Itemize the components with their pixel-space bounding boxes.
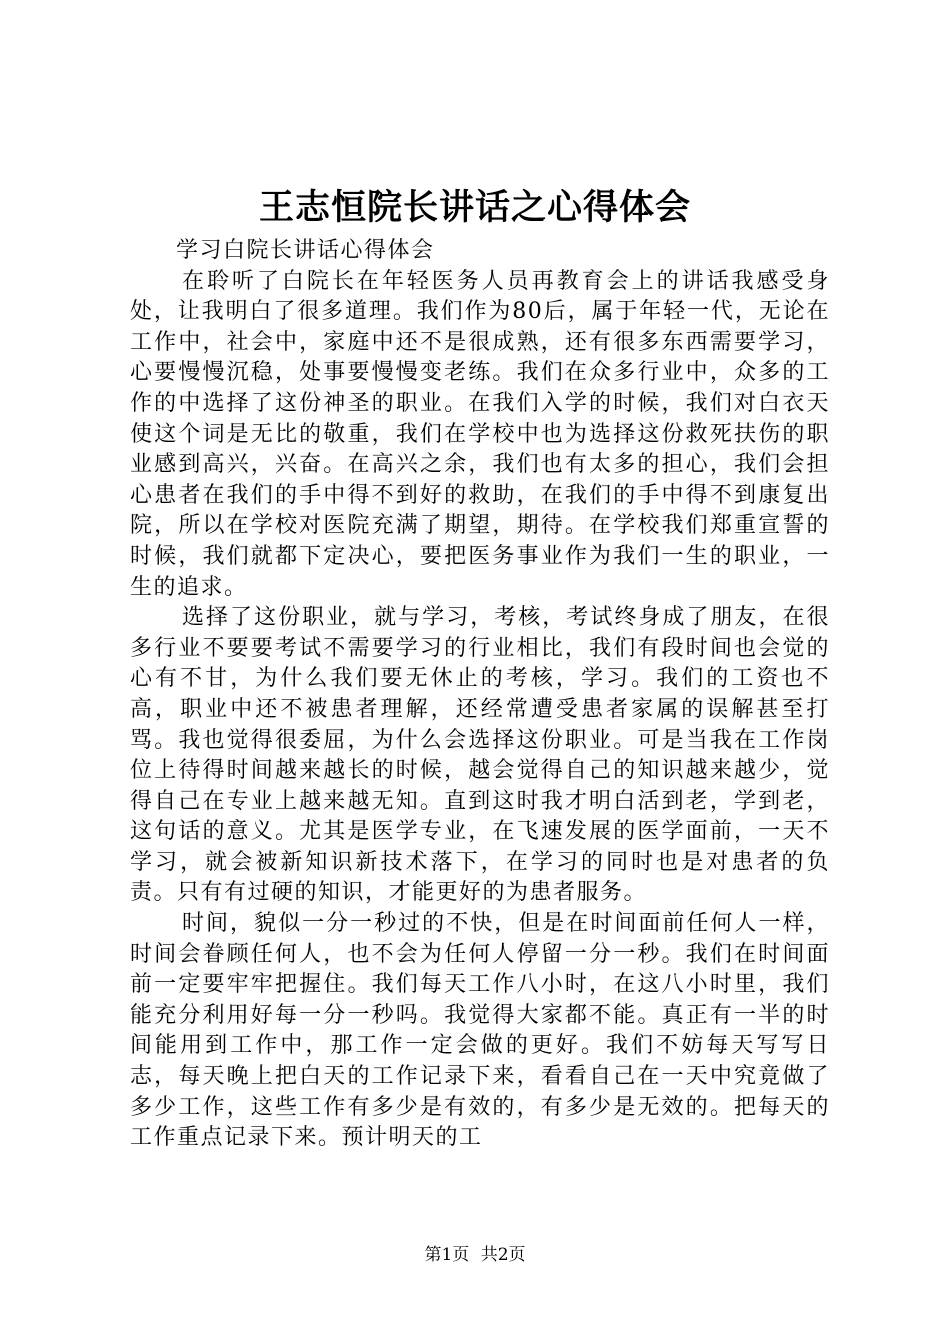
document-subtitle: 学习白院长讲话心得体会: [176, 238, 435, 263]
paragraph-2: 选择了这份职业，就与学习，考核，考试终身成了朋友，在很多行业不要要考试不需要学习的行业相比，我们有段时间也会觉的心有不甘，为什么我们要无休止的考核，学习。我们的工资也不高，职业中还不被患者理解，还经常遭受患者家属的误解甚至打骂。我也觉得很委屈，为什么会选择这份职业。可是当我在工作岗位上待得时间越来越长的时候，越会觉得自己的知识越来越少，觉得自己在专业上越来越无知。直到这时我才明白活到老，学到老，这句话的意义。尤其是医学专业，在飞速发展的医学面前，一天不学习，就会被新知识新技术落下，在学习的同时也是对患者的负责。只有有过硬的知识，才能更好的为患者服务。: [130, 605, 830, 906]
paragraph-3: 时间，貌似一分一秒过的不快，但是在时间面前任何人一样，时间会眷顾任何人，也不会为任何人停留一分一秒。我们在时间面前一定要牢牢把握住。我们每天工作八小时，在这八小时里，我们能充分利用好每一分一秒吗。我觉得大家都不能。真正有一半的时间能用到工作中，那工作一定会做的更好。我们不妨每天写写日志，每天晚上把白天的工作记录下来，看看自己在一天中究竟做了多少工作，这些工作有多少是有效的，有多少是无效的。把每天的工作重点记录下来。预计明天的工: [130, 911, 830, 1151]
document-body: [130, 236, 830, 1154]
page-number: 第1页: [424, 1245, 470, 1265]
page-total: 共2页: [480, 1245, 526, 1265]
document-title: 王志恒院长讲话之心得体会: [258, 187, 691, 228]
paragraph-1: 在聆听了白院长在年轻医务人员再教育会上的讲话我感受身处，让我明白了很多道理。我们作为80后，属于年轻一代，无论在工作中，社会中，家庭中还不是很成熟，还有很多东西需要学习，心要慢慢沉稳，处事要慢慢变老练。我们在众多行业中，众多的工作的中选择了这份神圣的职业。在我们入学的时候，我们对白衣天使这个词是无比的敬重，我们在学校中也为选择这份救死扶伤的职业感到高兴，兴奋。在高兴之余，我们也有太多的担心，我们会担心患者在我们的手中得不到好的救助，在我们的手中得不到康复出院，所以在学校对医院充满了期望，期待。在学校我们郑重宣誓的时候，我们就都下定决心，要把医务事业作为我们一生的职业，一生的追求。: [130, 268, 830, 600]
page-footer: [0, 1244, 950, 1266]
